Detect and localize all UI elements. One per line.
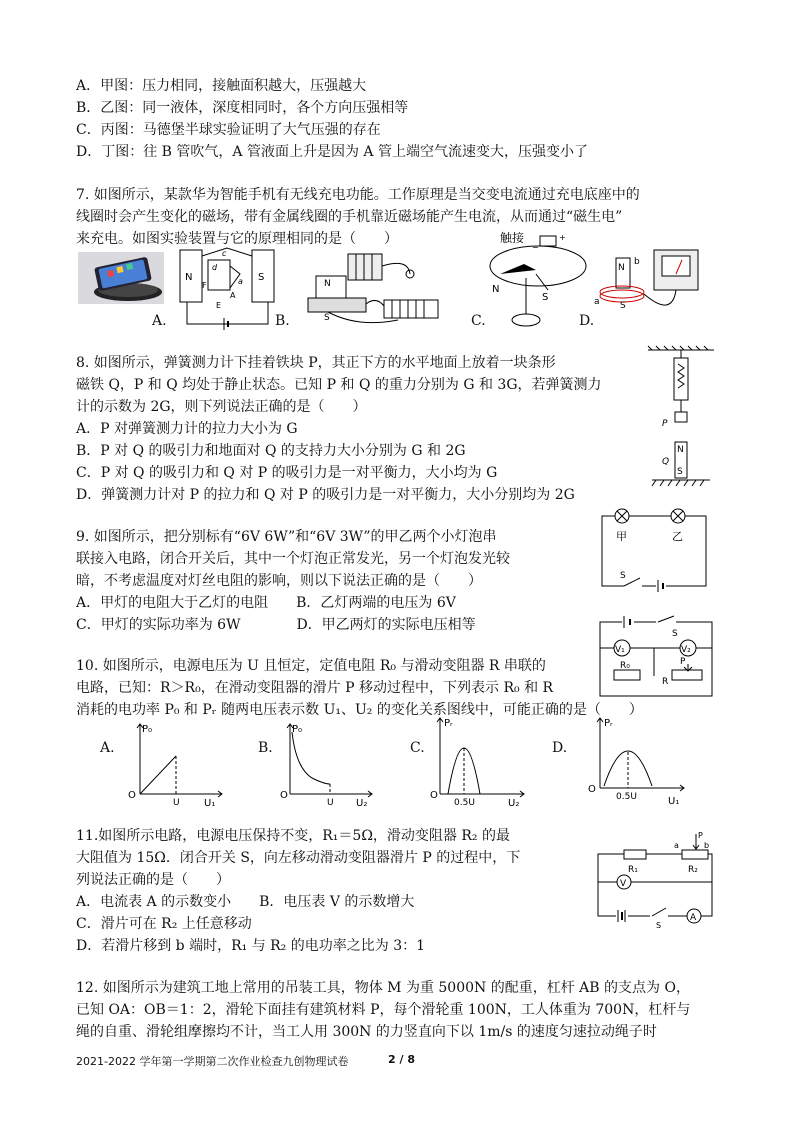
svg-text:甲: 甲 [616,530,627,543]
q6-option-a: A．甲图：压力相同，接触面积越大，压强越大 [76,78,367,94]
q10-line: 电路，已知：R＞R₀，在滑动变阻器的滑片 P 移动过程中，下列表示 R₀ 和 R [76,680,554,696]
svg-text:S: S [656,921,662,930]
svg-text:R₂: R₂ [688,865,698,875]
svg-text:P: P [662,419,668,429]
q11-option-d: D．若滑片移到 b 端时，R₁ 与 R₂ 的电功率之比为 3：1 [76,938,426,954]
q10-graph-d-option: D. [552,740,568,756]
q8-line: 磁铁 Q，P 和 Q 均处于静止状态。已知 P 和 Q 的重力分别为 G 和 3G，若弹簧测力 [76,377,602,393]
svg-text:N: N [324,279,331,289]
svg-text:V: V [620,879,627,889]
q8-option-d: D．弹簧测力计对 P 的拉力和 Q 对 P 的吸引力是一对平衡力，大小分别均为 2G [76,487,575,503]
q11-option-c: C．滑片可在 R₂ 上任意移动 [76,916,252,932]
q7-figure-a [172,244,288,330]
svg-text:O: O [128,790,136,801]
svg-text:R: R [662,677,669,687]
q10-line: 10. 如图所示，电源电压为 U 且恒定，定值电阻 R₀ 与滑动变阻器 R 串联的 [76,658,546,674]
q7-option-b-label: B. [275,313,290,329]
svg-text:O: O [588,784,596,795]
svg-text:P₀: P₀ [142,724,153,735]
q11-line: 11.如图所示电路，电源电压保持不变，R₁＝5Ω，滑动变阻器 R₂ 的最 [76,828,510,844]
q8-option-c: C．P 对 Q 的吸引力和 Q 对 P 的吸引力是一对平衡力，大小均为 G [76,465,498,481]
q7-line: 线圈时会产生变化的磁场，带有金属线圈的手机靠近磁场能产生电流，从而通过“磁生电” [76,209,623,225]
q7-option-c-label: C. [471,313,486,329]
svg-text:E: E [216,301,222,310]
phone-charging-image [78,252,164,304]
svg-text:U: U [327,798,334,808]
footer-title: 2021-2022 学年第一学期第二次作业检查九创物理试卷 [76,1055,349,1068]
svg-text:d: d [212,263,218,272]
q6-option-c: C．丙图：马德堡半球实验证明了大气压强的存在 [76,122,381,138]
q8-option-a: A．P 对弹簧测力计的拉力大小为 G [76,421,298,437]
q7-option-d-label: D. [579,313,595,329]
q10-graph-c [424,712,534,808]
q7-fig-c-text: 触接 [500,231,525,245]
page-number: 2 / 8 [388,1053,415,1066]
svg-text:c: c [222,249,227,258]
svg-text:U₂: U₂ [356,798,368,809]
svg-text:0.5U: 0.5U [454,798,475,808]
svg-text:P: P [698,831,703,840]
q9-options-ab: A．甲灯的电阻大于乙灯的电阻 B．乙灯两端的电压为 6V [76,595,456,611]
q6-option-b: B．乙图：同一液体，深度相同时，各个方向压强相等 [76,100,409,116]
svg-text:V₂: V₂ [681,645,691,655]
svg-text:P: P [680,657,686,667]
q8-line: 8. 如图所示，弹簧测力计下挂着铁块 P，其正下方的水平地面上放着一块条形 [76,355,556,371]
q7-figure-b [298,248,446,328]
q7-line: 来充电。如图实验装置与它的原理相同的是（ ） [76,231,398,247]
q11-circuit-figure [590,830,716,930]
svg-text:O: O [280,790,288,801]
svg-text:R₀: R₀ [620,661,630,671]
q6-option-d: D．丁图：往 B 管吹气，A 管液面上升是因为 A 管上端空气流速变大，压强变小了 [76,144,588,160]
svg-text:a: a [674,841,679,850]
q9-line: 暗，不考虑温度对灯丝电阻的影响，则以下说法正确的是（ ） [76,573,482,589]
q11-line: 大阻值为 15Ω．闭合开关 S，向左移动滑动变阻器滑片 P 的过程中，下 [76,850,521,866]
q7-label-S: S [258,272,265,283]
q10-graph-b [272,718,382,808]
svg-text:O: O [430,790,438,801]
q7-figure-d [592,248,704,328]
q9-options-cd: C．甲灯的实际功率为 6W D．甲乙两灯的实际电压相等 [76,617,476,633]
svg-text:N: N [618,263,625,273]
q7-line: 7. 如图所示，某款华为智能手机有无线充电功能。工作原理是当交变电流通过充电底座中的 [76,187,640,203]
svg-text:U₁: U₁ [668,796,680,807]
svg-text:Pᵣ: Pᵣ [444,718,453,729]
q12-line: 绳的自重、滑轮组摩擦均不计，当工人用 300N 的力竖直向下以 1m/s 的速度匀速拉动绳子时 [76,1024,657,1040]
q8-spring-scale-figure [648,346,714,488]
q10-graph-a [118,718,228,808]
q12-line: 已知 OA：OB＝1：2，滑轮下面挂有建筑材料 P，每个滑轮重 100N，工人体重为 700N，杠杆与 [76,1002,691,1018]
q7-label-N: N [185,272,193,283]
q10-circuit-figure [596,614,716,698]
svg-text:S: S [620,571,626,581]
svg-text:b: b [634,257,640,267]
svg-text:U₂: U₂ [508,798,520,809]
q10-line: 消耗的电功率 P₀ 和 Pᵣ 随两电压表示数 U₁、U₂ 的变化关系图线中，可能正确的是（ ） [76,702,643,718]
svg-text:U: U [173,798,180,808]
svg-text:P₀: P₀ [292,724,303,735]
svg-text:A: A [690,913,697,923]
svg-text:+: + [559,233,566,242]
q9-circuit-figure [596,506,712,594]
svg-text:V₁: V₁ [615,645,625,655]
q10-graph-c-option: C. [410,740,425,756]
q8-option-b: B．P 对 Q 的吸引力和地面对 Q 的支持力大小分别为 G 和 2G [76,443,466,459]
svg-text:Q: Q [662,457,670,467]
svg-text:A: A [230,291,236,300]
svg-text:N: N [492,284,500,295]
svg-text:F: F [202,281,207,290]
q9-line: 9. 如图所示，把分别标有“6V 6W”和“6V 3W”的甲乙两个小灯泡串 [76,529,497,545]
q8-line: 计的示数为 2G，则下列说法正确的是（ ） [76,399,367,415]
svg-text:−: − [532,243,539,252]
svg-text:b: b [704,841,710,850]
svg-text:R₁: R₁ [628,865,638,875]
svg-text:S: S [620,301,626,311]
svg-text:a: a [238,277,243,286]
q7-option-a-label: A. [152,313,167,329]
svg-text:Pᵣ: Pᵣ [604,718,613,729]
svg-text:S: S [542,292,549,303]
q10-graph-d [584,712,694,808]
q12-line: 12. 如图所示为建筑工地上常用的吊装工具，物体 M 为重 5000N 的配重，杠杆 AB 的支点为 O， [76,980,690,996]
svg-text:S: S [672,629,678,639]
q11-options-ab: A．电流表 A 的示数变小 B．电压表 V 的示数增大 [76,894,415,910]
svg-text:乙: 乙 [672,530,683,543]
q9-line: 联接入电路，闭合开关后，其中一个灯泡正常发光，另一个灯泡发光较 [76,551,510,567]
q10-graph-a-option: A. [100,740,115,756]
svg-text:N: N [677,445,684,455]
svg-text:a: a [594,297,600,307]
q10-graph-b-option: B. [258,740,273,756]
svg-text:S: S [677,467,683,477]
svg-text:0.5U: 0.5U [616,792,637,802]
svg-text:U₁: U₁ [204,798,216,809]
svg-text:S: S [324,313,330,323]
q11-line: 列说法正确的是（ ） [76,872,230,888]
